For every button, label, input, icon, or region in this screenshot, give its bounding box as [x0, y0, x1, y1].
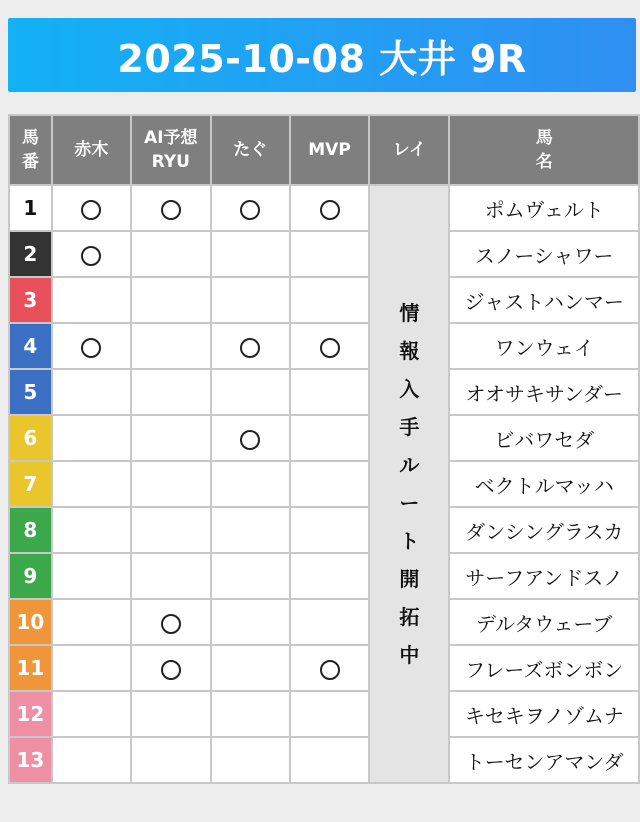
prediction-table: [8, 114, 640, 784]
horse-name: ダンシングラスカ: [449, 507, 639, 553]
circle-mark-icon: [81, 338, 101, 358]
mark-mvp: [290, 369, 369, 415]
header-umaban: 馬 番: [9, 115, 52, 185]
rei-note-text: 情報入手ルート開拓中: [399, 301, 420, 667]
mark-mvp: [290, 461, 369, 507]
horse-name: サーフアンドスノ: [449, 553, 639, 599]
header-mvp: MVP: [290, 115, 369, 185]
mark-mvp: [290, 231, 369, 277]
mark-mvp: [290, 553, 369, 599]
mark-akagi: [52, 231, 131, 277]
mark-ai: [131, 461, 211, 507]
race-title: 2025-10-08 大井 9R: [117, 36, 527, 81]
horse-name: トーセンアマンダ: [449, 737, 639, 783]
mark-tagu: [211, 691, 290, 737]
header-rei: レイ: [369, 115, 449, 185]
table-row: [9, 415, 639, 461]
horse-name: デルタウェーブ: [449, 599, 639, 645]
mark-akagi: [52, 185, 131, 231]
mark-ai: [131, 507, 211, 553]
mark-akagi: [52, 461, 131, 507]
horse-name: ワンウェイ: [449, 323, 639, 369]
horse-name: キセキヲノゾムナ: [449, 691, 639, 737]
circle-mark-icon: [81, 246, 101, 266]
mark-mvp: [290, 185, 369, 231]
horse-number: 10: [9, 599, 52, 645]
horse-number: 8: [9, 507, 52, 553]
mark-mvp: [290, 277, 369, 323]
circle-mark-icon: [320, 200, 340, 220]
mark-tagu: [211, 507, 290, 553]
mark-akagi: [52, 553, 131, 599]
horse-number: 4: [9, 323, 52, 369]
mark-ai: [131, 691, 211, 737]
mark-mvp: [290, 323, 369, 369]
mark-tagu: [211, 461, 290, 507]
horse-number: 12: [9, 691, 52, 737]
horse-number: 2: [9, 231, 52, 277]
table-body: [9, 185, 639, 783]
table-row: [9, 277, 639, 323]
circle-mark-icon: [240, 430, 260, 450]
horse-number: 13: [9, 737, 52, 783]
circle-mark-icon: [320, 338, 340, 358]
mark-ai: [131, 553, 211, 599]
mark-ai: [131, 323, 211, 369]
mark-mvp: [290, 737, 369, 783]
mark-tagu: [211, 185, 290, 231]
circle-mark-icon: [161, 660, 181, 680]
mark-ai: [131, 231, 211, 277]
mark-tagu: [211, 231, 290, 277]
header-ai-ryu: AI予想 RYU: [131, 115, 211, 185]
horse-name: ビバワセダ: [449, 415, 639, 461]
mark-akagi: [52, 277, 131, 323]
circle-mark-icon: [81, 200, 101, 220]
mark-ai: [131, 369, 211, 415]
table-row: [9, 507, 639, 553]
mark-ai: [131, 415, 211, 461]
mark-akagi: [52, 507, 131, 553]
horse-name: スノーシャワー: [449, 231, 639, 277]
mark-ai: [131, 277, 211, 323]
horse-number: 5: [9, 369, 52, 415]
header-tagu: たぐ: [211, 115, 290, 185]
table-row: [9, 691, 639, 737]
table-row: [9, 737, 639, 783]
horse-name: ジャストハンマー: [449, 277, 639, 323]
race-title-banner: [8, 18, 636, 92]
mark-mvp: [290, 691, 369, 737]
horse-number: 9: [9, 553, 52, 599]
mark-akagi: [52, 691, 131, 737]
mark-akagi: [52, 323, 131, 369]
table-row: [9, 185, 639, 231]
mark-mvp: [290, 599, 369, 645]
mark-akagi: [52, 599, 131, 645]
rei-column-note: [369, 185, 449, 783]
horse-number: 11: [9, 645, 52, 691]
mark-tagu: [211, 323, 290, 369]
horse-name: ポムヴェルト: [449, 185, 639, 231]
horse-name: オオサキサンダー: [449, 369, 639, 415]
horse-number: 6: [9, 415, 52, 461]
mark-ai: [131, 185, 211, 231]
mark-akagi: [52, 369, 131, 415]
table-row: [9, 645, 639, 691]
header-akagi: 赤木: [52, 115, 131, 185]
circle-mark-icon: [320, 660, 340, 680]
mark-tagu: [211, 369, 290, 415]
mark-ai: [131, 599, 211, 645]
mark-ai: [131, 737, 211, 783]
mark-mvp: [290, 645, 369, 691]
mark-tagu: [211, 553, 290, 599]
horse-number: 7: [9, 461, 52, 507]
mark-tagu: [211, 645, 290, 691]
mark-mvp: [290, 415, 369, 461]
table-row: [9, 231, 639, 277]
table-row: [9, 369, 639, 415]
header-row: [9, 115, 639, 185]
header-horse-name: 馬 名: [449, 115, 639, 185]
table-row: [9, 599, 639, 645]
mark-tagu: [211, 599, 290, 645]
circle-mark-icon: [161, 200, 181, 220]
mark-tagu: [211, 277, 290, 323]
horse-number: 3: [9, 277, 52, 323]
horse-name: ベクトルマッハ: [449, 461, 639, 507]
table-row: [9, 323, 639, 369]
mark-akagi: [52, 645, 131, 691]
table-row: [9, 553, 639, 599]
table-row: [9, 461, 639, 507]
circle-mark-icon: [240, 200, 260, 220]
mark-tagu: [211, 737, 290, 783]
mark-akagi: [52, 415, 131, 461]
mark-akagi: [52, 737, 131, 783]
mark-ai: [131, 645, 211, 691]
mark-mvp: [290, 507, 369, 553]
circle-mark-icon: [161, 614, 181, 634]
horse-name: フレーズボンボン: [449, 645, 639, 691]
circle-mark-icon: [240, 338, 260, 358]
horse-number: 1: [9, 185, 52, 231]
mark-tagu: [211, 415, 290, 461]
